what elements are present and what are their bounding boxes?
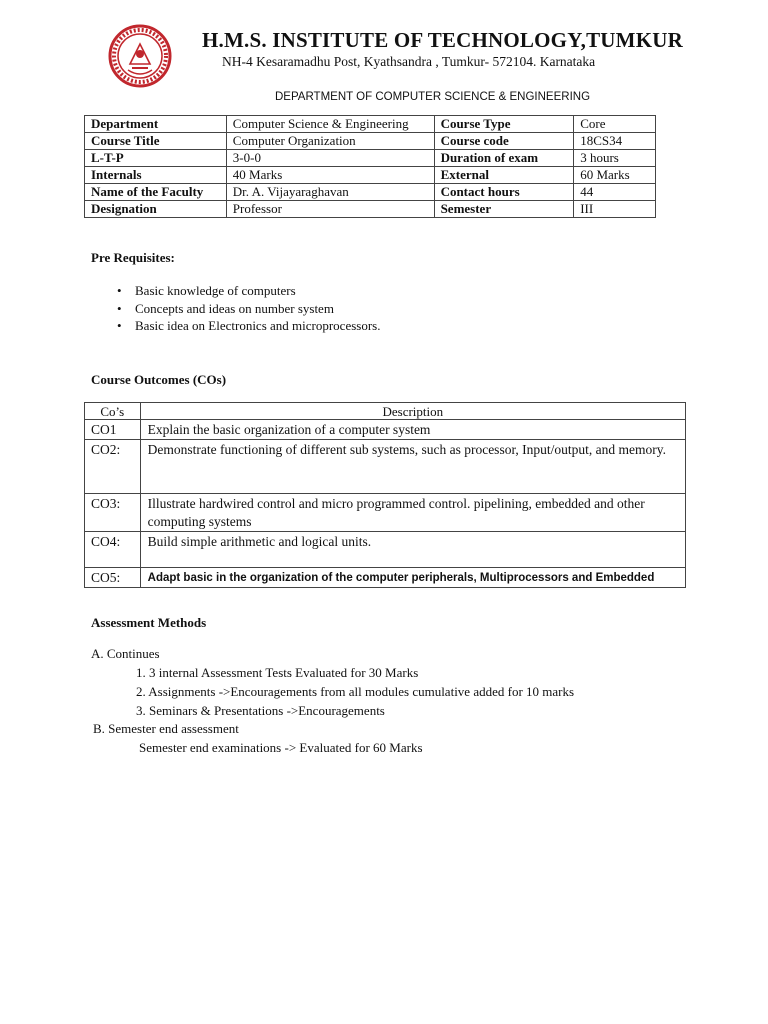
table-row (85, 568, 686, 588)
info-label: Course code (434, 133, 574, 150)
table-row (85, 420, 686, 440)
assessment-b-label: B. Semester end assessment (93, 721, 239, 736)
prerequisites-heading: Pre Requisites: (91, 250, 175, 265)
info-label: Contact hours (434, 184, 574, 201)
info-row (85, 167, 656, 184)
course-info-table (84, 115, 656, 218)
info-label: External (434, 167, 574, 184)
info-row (85, 201, 656, 218)
institute-address: NH-4 Kesaramadhu Post, Kyathsandra , Tumkur- 572104. Karnataka (222, 54, 596, 69)
info-value: Professor (226, 201, 434, 218)
info-value: Computer Science & Engineering (226, 116, 434, 133)
co-code: CO5: (85, 568, 141, 588)
info-value: 40 Marks (226, 167, 434, 184)
co-code: CO4: (85, 532, 141, 568)
info-row (85, 184, 656, 201)
department-title: DEPARTMENT OF COMPUTER SCIENCE & ENGINEERING (275, 91, 591, 103)
table-header-row (85, 403, 686, 420)
list-item: • Basic idea on Electronics and microprocessors. (117, 317, 380, 335)
table-row (85, 440, 686, 494)
info-value: 3-0-0 (226, 150, 434, 167)
info-value: 18CS34 (574, 133, 656, 150)
info-label: Duration of exam (434, 150, 574, 167)
info-label: Course Title (85, 133, 227, 150)
list-item: • Concepts and ideas on number system (117, 300, 380, 318)
info-value: Computer Organization (226, 133, 434, 150)
info-label: Internals (85, 167, 227, 184)
co-code: CO2: (85, 440, 141, 494)
co-code: CO3: (85, 494, 141, 532)
info-row (85, 150, 656, 167)
assessment-item: 2. Assignments ->Encouragements from all modules cumulative added for 10 marks (136, 684, 575, 699)
info-value: 44 (574, 184, 656, 201)
co-code: CO1 (85, 420, 141, 440)
info-row (85, 133, 656, 150)
info-row (85, 116, 656, 133)
assessment-item: 3. Seminars & Presentations ->Encouragements (136, 703, 385, 718)
co-description: Illustrate hardwired control and micro programmed control. pipelining, embedded and other computing systems (140, 494, 685, 532)
assessment-b-item: Semester end examinations -> Evaluated for 60 Marks (139, 740, 423, 755)
course-outcomes-table (84, 402, 686, 588)
info-label: L-T-P (85, 150, 227, 167)
assessment-a-label: A. Continues (91, 646, 160, 661)
info-label: Name of the Faculty (85, 184, 227, 201)
institute-title: H.M.S. INSTITUTE OF TECHNOLOGY,TUMKUR (202, 28, 683, 52)
prerequisites-list (117, 282, 380, 335)
institute-logo (108, 24, 172, 88)
column-header-description: Description (140, 403, 685, 420)
assessment-item: 1. 3 internal Assessment Tests Evaluated for 30 Marks (136, 665, 419, 680)
info-value: 3 hours (574, 150, 656, 167)
list-item: • Basic knowledge of computers (117, 282, 380, 300)
info-label: Department (85, 116, 227, 133)
column-header-co: Co’s (85, 403, 141, 420)
table-row (85, 494, 686, 532)
co-description: Adapt basic in the organization of the computer peripherals, Multiprocessors and Embedded (140, 568, 685, 588)
co-description: Build simple arithmetic and logical units. (140, 532, 685, 568)
info-value: Core (574, 116, 656, 133)
info-value: 60 Marks (574, 167, 656, 184)
assessment-heading: Assessment Methods (91, 615, 207, 630)
info-value: Dr. A. Vijayaraghavan (226, 184, 434, 201)
info-label: Semester (434, 201, 574, 218)
co-description: Explain the basic organization of a computer system (140, 420, 685, 440)
table-row (85, 532, 686, 568)
co-description: Demonstrate functioning of different sub systems, such as processor, Input/output, and memory. (140, 440, 685, 494)
info-value: III (574, 201, 656, 218)
info-label: Designation (85, 201, 227, 218)
outcomes-heading: Course Outcomes (COs) (91, 372, 227, 387)
info-label: Course Type (434, 116, 574, 133)
